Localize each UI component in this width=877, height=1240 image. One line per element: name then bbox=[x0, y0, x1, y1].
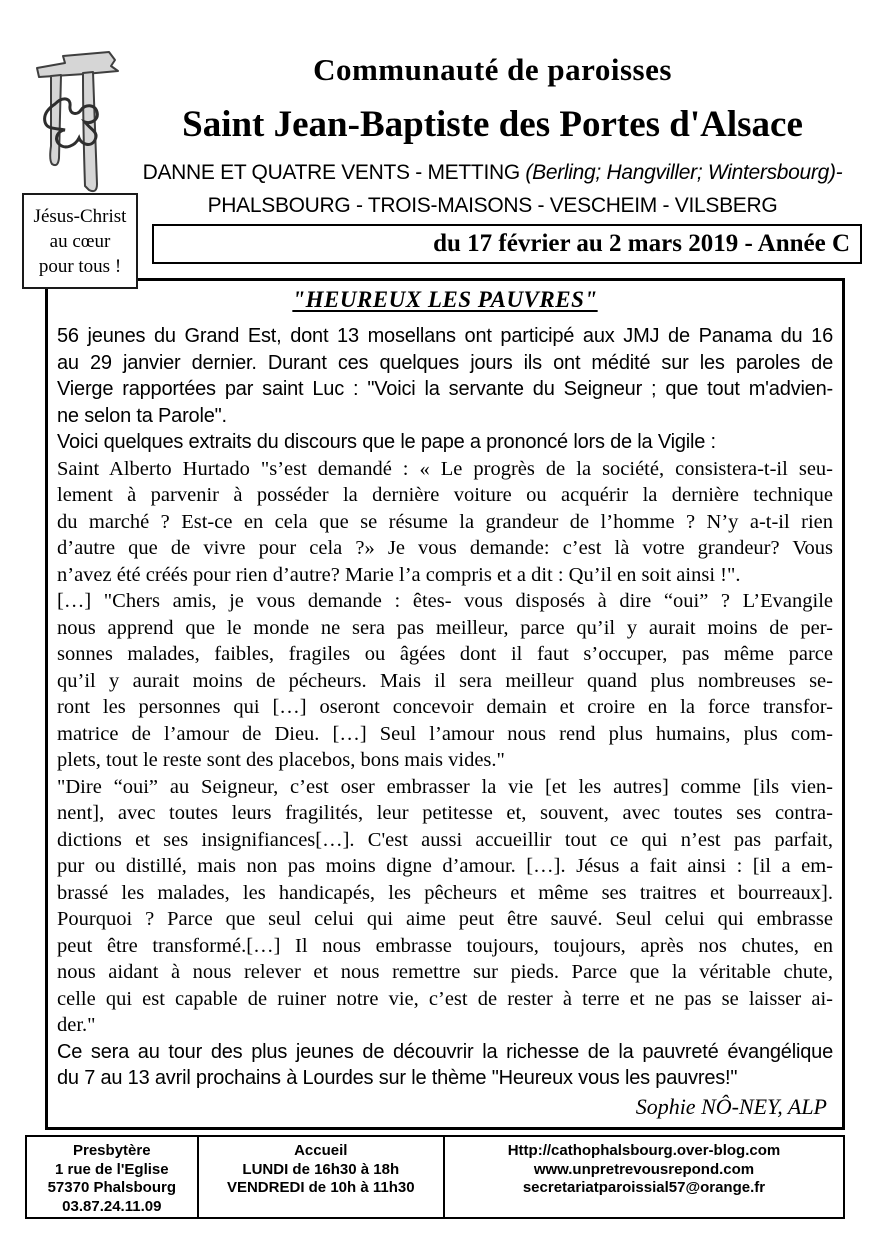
text-line: Http://cathophalsbourg.over-blog.com bbox=[507, 1142, 781, 1159]
text-line: plets, tout le reste sont des placebos, bons mais vides." bbox=[57, 749, 505, 771]
text-line: 56 jeunes du Grand Est, dont 13 mosellans ont participé aux JMJ de Panama du 16 bbox=[57, 325, 833, 347]
text-line: Saint Alberto Hurtado "s’est demandé : « Le progrès de la société, consistera-t-il seu- bbox=[57, 457, 833, 480]
text-line: ront les personnes qui […] oseront concevoir demain et croire en la force transfor- bbox=[57, 696, 833, 718]
text-line: au 29 janvier dernier. Durant ces quelques jours ils ont médité sur les paroles de bbox=[57, 351, 833, 374]
footer-web-contacts bbox=[445, 1137, 843, 1217]
text-line: LUNDI de 16h30 à 18h bbox=[242, 1160, 400, 1178]
article-title: "HEUREUX LES PAUVRES" bbox=[292, 287, 598, 312]
article-paragraph-closing bbox=[57, 1039, 833, 1092]
text-line: nous aidant à nous relever et nous remettre sur pieds. Parce que la véritable chute, bbox=[57, 961, 833, 983]
footer-table bbox=[25, 1135, 845, 1219]
text-line: peut être transformé.[…] Il nous embrasse toujours, toujours, après nos chutes, en bbox=[57, 934, 833, 957]
parish-list-line2: PHALSBOURG - TROIS-MAISONS - VESCHEIM - VILSBERG bbox=[207, 194, 778, 217]
article-paragraph-quote-1 bbox=[57, 456, 833, 589]
text-line: der." bbox=[57, 1014, 96, 1036]
text-line: Jésus-Christ bbox=[33, 205, 127, 227]
puzzle-cross-logo bbox=[25, 46, 127, 204]
text-line: pur ou distillé, mais non pas moins digne d’amour. […]. Jésus a fait ainsi : [il a em- bbox=[57, 855, 833, 877]
text-line: brassé les malades, les handicapés, les pêcheurs et même ses traitres et bourreaux]. bbox=[57, 881, 833, 904]
parish-list-line1-normal: DANNE ET QUATRE VENTS - METTING bbox=[142, 161, 526, 184]
text-line: pour tous ! bbox=[38, 255, 122, 277]
text-line: nent], avec toutes leurs fragilités, leur petitesse et, souvent, avec toutes ses contra- bbox=[57, 802, 833, 824]
article-paragraph-lead bbox=[57, 429, 833, 456]
text-line: Pourquoi ? Parce que seul celui qui aime peut être sauvé. Seul celui qui embrasse bbox=[57, 908, 833, 930]
parish-list-line1-italic: (Berling; Hangviller; Wintersbourg)- bbox=[525, 161, 843, 184]
text-line: "Dire “oui” au Seigneur, c’est oser embrasser la vie [et les autres] comme [ils vien- bbox=[57, 775, 833, 798]
article-paragraph-intro bbox=[57, 323, 833, 429]
text-line: 03.87.24.11.09 bbox=[62, 1197, 162, 1215]
text-line: d’autre que de vivre pour cela ?» Je vous demande: c’est là votre grandeur? Vous bbox=[57, 537, 833, 559]
text-line: du marché ? Est-ce en cela que se résume la grandeur de l’homme ? N’y a-t-il rien bbox=[57, 510, 833, 533]
text-line: celle qui est capable de ruiner notre vie, c’est de rester à terre et ne pas se laisser ai- bbox=[57, 987, 833, 1010]
article-paragraph-quote-2 bbox=[57, 588, 833, 774]
article-paragraph-quote-3 bbox=[57, 774, 833, 1039]
text-line: du 7 au 13 avril prochains à Lourdes sur le thème "Heureux vous les pauvres!" bbox=[57, 1067, 738, 1089]
text-line: Ce sera au tour des plus jeunes de découvrir la richesse de la pauvreté évangélique bbox=[57, 1040, 833, 1063]
article-box bbox=[45, 278, 845, 1130]
community-title: Communauté de paroisses bbox=[313, 52, 672, 87]
text-line: lement à parvenir à posséder la dernière voiture ou acquérir la dernière technique bbox=[57, 484, 833, 506]
text-line: n’avez été créés pour rien d’autre? Marie l’a compris et a dit : Qu’il en soit ainsi !". bbox=[57, 563, 741, 586]
text-line: Presbytère bbox=[73, 1142, 151, 1159]
text-line: Vierge rapportées par saint Luc : "Voici la servante du Seigneur ; que tout m'advien- bbox=[57, 378, 833, 400]
parish-list-line1 bbox=[120, 161, 865, 185]
date-banner: du 17 février au 2 mars 2019 - Année C bbox=[152, 224, 862, 264]
signature: Sophie NÔ-NEY, ALP bbox=[635, 1093, 827, 1119]
text-line: www.unpretrevousrepond.com bbox=[533, 1160, 755, 1178]
text-line: ne selon ta Parole". bbox=[57, 404, 227, 427]
text-line: secretariatparoissial57@orange.fr bbox=[522, 1179, 766, 1196]
parish-name-title: Saint Jean-Baptiste des Portes d'Alsace bbox=[182, 104, 803, 145]
text-line: VENDREDI de 10h à 11h30 bbox=[226, 1179, 415, 1196]
footer-presbytery-address bbox=[27, 1137, 199, 1217]
text-line: au cœur bbox=[49, 230, 111, 252]
text-line: sonnes malades, faibles, fragiles ou âgées dont il faut s’occuper, pas même parce bbox=[57, 643, 833, 665]
logo-left-leg bbox=[50, 75, 61, 165]
logo-top-bar bbox=[37, 52, 118, 77]
text-line: dictions et ses insignifiances[…]. C'est aussi accueillir tout ce qui n’est pas parfait, bbox=[57, 828, 833, 851]
text-line: 57370 Phalsbourg bbox=[47, 1179, 176, 1196]
text-line: 1 rue de l'Eglise bbox=[54, 1160, 169, 1178]
text-line: […] "Chers amis, je vous demande : êtes- vous disposés à dire “oui” ? L’Evangile bbox=[57, 590, 833, 612]
text-line: nous apprend que le monde ne sera pas meilleur, parce qu’il y aurait moins de per- bbox=[57, 616, 833, 639]
text-line: Voici quelques extraits du discours que le pape a prononcé lors de la Vigile : bbox=[57, 431, 716, 453]
text-line: Accueil bbox=[294, 1142, 348, 1159]
footer-reception-hours bbox=[199, 1137, 445, 1217]
text-line: qu’il y aurait moins de pécheurs. Mais il sera meilleur quand plus nombreuses se- bbox=[57, 669, 833, 692]
text-line: matrice de l’amour de Dieu. […] Seul l’amour nous rend plus humains, plus com- bbox=[57, 722, 833, 745]
motto-box bbox=[22, 193, 138, 289]
